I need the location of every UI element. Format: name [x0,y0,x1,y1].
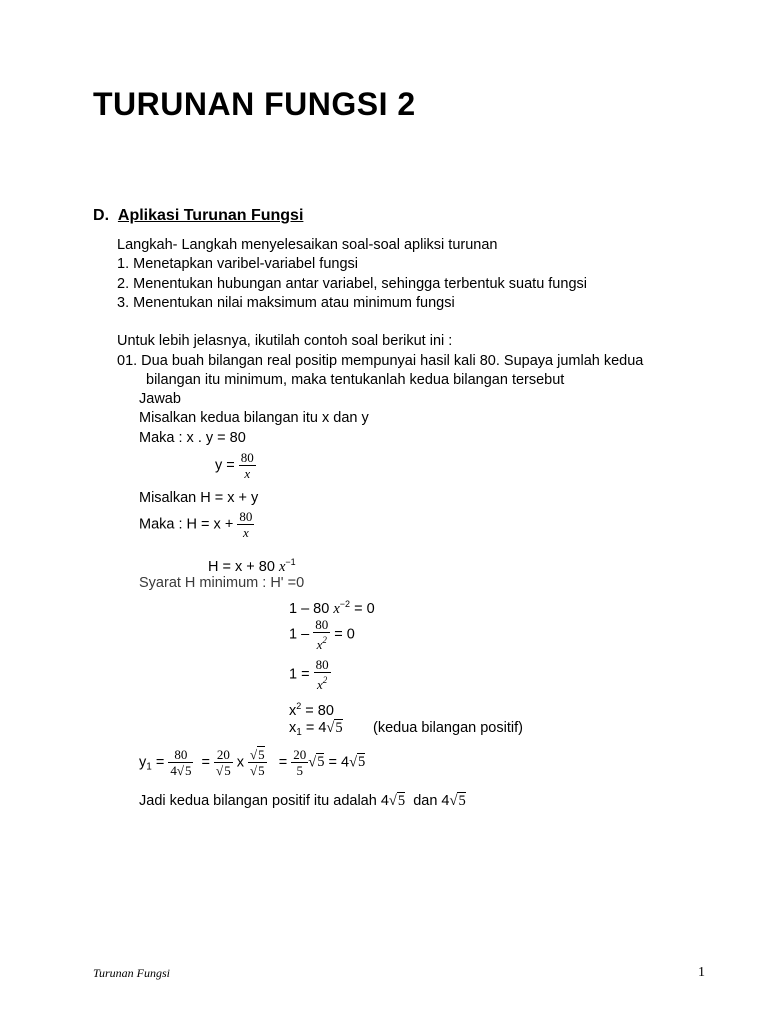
sqrt-5: √5 [308,754,325,771]
derivative-fraction-equation: 1 – $\frac{80}{x^2}$ = 0 [289,617,355,652]
fraction-20-over-5: $\frac{20}{5}$ [293,747,307,778]
page-title: TURUNAN FUNGSI 2 [93,86,416,122]
page-number: 1 [698,965,705,980]
fraction-80-over-4sqrt5: $\frac{80}{4√5}$ [170,747,192,778]
x1-note: (kedua bilangan positif) [373,720,523,736]
intro-text: Langkah- Langkah menyelesaikan soal-soal apliksi turunan [117,237,498,253]
derivative-equation: 1 – 80 $x^{-2} = 0$ [289,599,375,617]
let-xy: Misalkan kedua bilangan itu x dan y [139,410,369,426]
section-heading: D. Aplikasi Turunan Fungsi [93,207,304,224]
problem-line-2: bilangan itu minimum, maka tentukanlah kedua bilangan tersebut [146,372,565,388]
example-intro: Untuk lebih jelasnya, ikutilah contoh soal berikut ini : [117,333,453,349]
problem-line-1: 01. Dua buah bilangan real positip mempunyai hasil kali 80. Supaya jumlah kedua [117,353,644,369]
y-equation: y = $\frac{80}{x}$ [215,450,254,481]
minimum-condition: Syarat H minimum : H' =0 [139,575,305,591]
fraction-80-over-x: $\frac{80}{x}$ [239,509,253,540]
step-3: 3. Menentukan nilai maksimum atau minimum fungsi [117,295,455,311]
let-h: Misalkan H = x + y [139,490,259,506]
fraction-80-over-x-squared: $\frac{80}{x^2}$ [315,657,329,692]
product-equation: Maka : x . y = 80 [139,430,246,446]
step-2: 2. Menentukan hubungan antar variabel, sehingga terbentuk suatu fungsi [117,276,587,292]
h-equation-power: H = x + 80 $x^{-1}$ [208,557,296,575]
footer-title: Turunan Fungsi [93,966,171,980]
sqrt-5: √5 [326,720,343,736]
jawab-label: Jawab [139,391,181,407]
x-squared-equation: $x^2 = 80$ [289,701,334,719]
fraction-80-over-x: $\frac{80}{x}$ [240,450,254,481]
h-equation: Maka : H = x + $\frac{80}{x}$ [139,509,253,540]
solve-equation: 1 = $\frac{80}{x^2}$ [289,657,329,692]
fraction-sqrt5-over-sqrt5: $\frac{√5}{√5}$ [250,747,265,778]
fraction-80-over-x-squared: $\frac{80}{x^2}$ [315,617,329,652]
y1-solution: $y_1$ = $\frac{80}{4√5}$ = $\frac{20}{√5}$ x $\frac{√5}{√5}$ = $\frac{20}{5}$ √5 = 4√5 [139,747,366,778]
fraction-20-over-sqrt5: $\frac{20}{√5}$ [216,747,231,778]
sqrt-5: √5 [449,793,466,809]
sqrt-5: √5 [388,793,406,809]
step-1: 1. Menetapkan varibel-variabel fungsi [117,256,358,272]
conclusion: Jadi kedua bilangan positif itu adalah 4√5 dan 4√5 [139,793,466,809]
x1-solution: $x_1 = 4√5$ [289,720,343,738]
section-letter: D [93,207,105,224]
sqrt-5: √5 [349,754,366,771]
section-title: Aplikasi Turunan Fungsi [117,207,304,224]
